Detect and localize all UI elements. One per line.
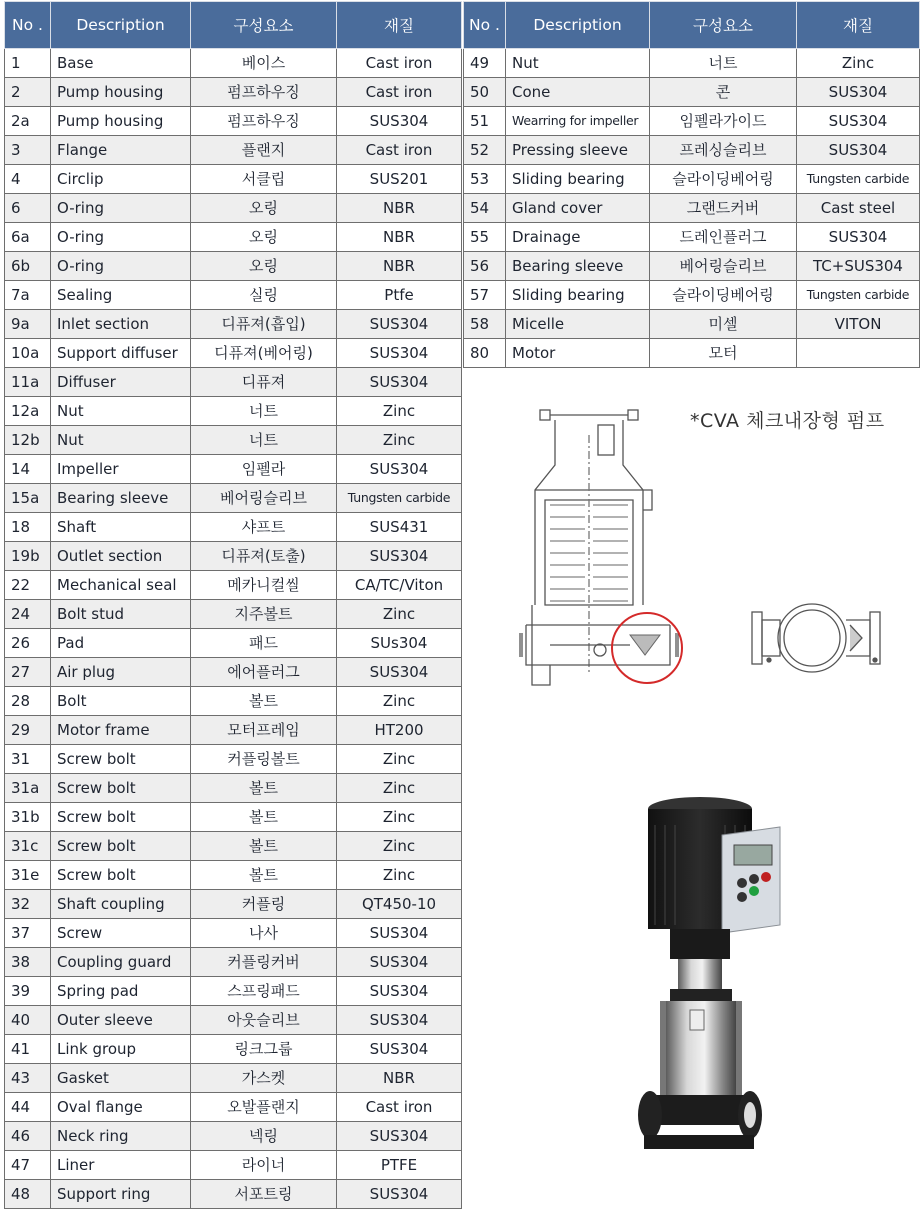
part-description: Drainage bbox=[506, 223, 650, 252]
part-description: Air plug bbox=[51, 658, 191, 687]
part-number: 15a bbox=[5, 484, 51, 513]
part-number: 18 bbox=[5, 513, 51, 542]
part-number: 56 bbox=[464, 252, 506, 281]
part-number: 57 bbox=[464, 281, 506, 310]
part-component-korean: 링크그룹 bbox=[191, 1035, 337, 1064]
part-material: Tungsten carbide bbox=[337, 484, 462, 513]
part-description: Screw bolt bbox=[51, 745, 191, 774]
part-component-korean: 볼트 bbox=[191, 687, 337, 716]
header-description: Description bbox=[51, 2, 191, 49]
part-material: SUS304 bbox=[337, 339, 462, 368]
part-material: Zinc bbox=[337, 774, 462, 803]
part-component-korean: 샤프트 bbox=[191, 513, 337, 542]
part-component-korean: 플랜지 bbox=[191, 136, 337, 165]
table-row bbox=[5, 78, 462, 107]
table-row bbox=[5, 107, 462, 136]
part-number: 28 bbox=[5, 687, 51, 716]
part-component-korean: 모터프레임 bbox=[191, 716, 337, 745]
part-number: 46 bbox=[5, 1122, 51, 1151]
part-material: SUS304 bbox=[337, 948, 462, 977]
table-row bbox=[5, 977, 462, 1006]
table-row bbox=[5, 368, 462, 397]
part-material: Zinc bbox=[337, 426, 462, 455]
table-row bbox=[464, 252, 920, 281]
part-description: Oval flange bbox=[51, 1093, 191, 1122]
table-row bbox=[5, 252, 462, 281]
part-component-korean: 모터 bbox=[650, 339, 797, 368]
part-number: 2a bbox=[5, 107, 51, 136]
part-material: Zinc bbox=[337, 745, 462, 774]
part-number: 48 bbox=[5, 1180, 51, 1209]
part-component-korean: 아웃슬리브 bbox=[191, 1006, 337, 1035]
header-component: 구성요소 bbox=[191, 2, 337, 49]
part-material: CA/TC/Viton bbox=[337, 571, 462, 600]
part-description: Sliding bearing bbox=[506, 165, 650, 194]
part-description: Bearing sleeve bbox=[506, 252, 650, 281]
part-number: 41 bbox=[5, 1035, 51, 1064]
part-component-korean: 커플링 bbox=[191, 890, 337, 919]
table-row bbox=[5, 1093, 462, 1122]
part-material: SUS304 bbox=[337, 542, 462, 571]
part-description: Flange bbox=[51, 136, 191, 165]
part-description: Motor frame bbox=[51, 716, 191, 745]
table-row bbox=[5, 600, 462, 629]
part-description: Mechanical seal bbox=[51, 571, 191, 600]
part-material: Cast iron bbox=[337, 78, 462, 107]
part-component-korean: 볼트 bbox=[191, 774, 337, 803]
table-row bbox=[5, 194, 462, 223]
table-row bbox=[5, 803, 462, 832]
header-material: 재질 bbox=[337, 2, 462, 49]
table-row bbox=[5, 513, 462, 542]
part-component-korean: 에어플러그 bbox=[191, 658, 337, 687]
table-row bbox=[5, 948, 462, 977]
part-number: 19b bbox=[5, 542, 51, 571]
part-material: SUS304 bbox=[337, 1122, 462, 1151]
part-material: Cast iron bbox=[337, 49, 462, 78]
pump-top-view-drawing bbox=[750, 590, 900, 685]
part-description: Pump housing bbox=[51, 107, 191, 136]
part-description: O-ring bbox=[51, 223, 191, 252]
table-row bbox=[5, 774, 462, 803]
part-description: Impeller bbox=[51, 455, 191, 484]
table-row bbox=[5, 629, 462, 658]
part-description: Sealing bbox=[51, 281, 191, 310]
part-material: PTFE bbox=[337, 1151, 462, 1180]
part-component-korean: 서포트링 bbox=[191, 1180, 337, 1209]
part-description: Pad bbox=[51, 629, 191, 658]
table-row bbox=[464, 281, 920, 310]
part-number: 29 bbox=[5, 716, 51, 745]
table-row bbox=[5, 1122, 462, 1151]
table-row bbox=[5, 397, 462, 426]
part-material: Zinc bbox=[337, 861, 462, 890]
part-component-korean: 스프링패드 bbox=[191, 977, 337, 1006]
part-description: Nut bbox=[51, 397, 191, 426]
table-row bbox=[5, 455, 462, 484]
table-row bbox=[5, 919, 462, 948]
part-number: 24 bbox=[5, 600, 51, 629]
part-component-korean: 디퓨져(흡입) bbox=[191, 310, 337, 339]
part-material: SUS304 bbox=[797, 136, 920, 165]
table-row bbox=[5, 339, 462, 368]
part-material: Zinc bbox=[337, 687, 462, 716]
part-number: 80 bbox=[464, 339, 506, 368]
part-description: Coupling guard bbox=[51, 948, 191, 977]
part-number: 58 bbox=[464, 310, 506, 339]
part-material: SUs304 bbox=[337, 629, 462, 658]
part-material: SUS304 bbox=[337, 310, 462, 339]
part-description: Base bbox=[51, 49, 191, 78]
part-material: HT200 bbox=[337, 716, 462, 745]
part-number: 50 bbox=[464, 78, 506, 107]
table-row bbox=[5, 832, 462, 861]
part-component-korean: 슬라이딩베어링 bbox=[650, 281, 797, 310]
part-component-korean: 실링 bbox=[191, 281, 337, 310]
part-description: Support ring bbox=[51, 1180, 191, 1209]
table-row bbox=[5, 687, 462, 716]
part-material: Ptfe bbox=[337, 281, 462, 310]
part-component-korean: 가스켓 bbox=[191, 1064, 337, 1093]
part-material: SUS304 bbox=[337, 368, 462, 397]
part-material: Tungsten carbide bbox=[797, 165, 920, 194]
part-material: SUS431 bbox=[337, 513, 462, 542]
part-component-korean: 볼트 bbox=[191, 803, 337, 832]
part-component-korean: 커플링볼트 bbox=[191, 745, 337, 774]
part-number: 53 bbox=[464, 165, 506, 194]
part-number: 54 bbox=[464, 194, 506, 223]
part-component-korean: 디퓨져 bbox=[191, 368, 337, 397]
part-description: Liner bbox=[51, 1151, 191, 1180]
part-number: 31 bbox=[5, 745, 51, 774]
part-number: 11a bbox=[5, 368, 51, 397]
part-component-korean: 메카니컬씰 bbox=[191, 571, 337, 600]
part-number: 6 bbox=[5, 194, 51, 223]
part-number: 38 bbox=[5, 948, 51, 977]
part-description: Screw bolt bbox=[51, 832, 191, 861]
part-description: Support diffuser bbox=[51, 339, 191, 368]
part-number: 55 bbox=[464, 223, 506, 252]
part-material: SUS304 bbox=[337, 1180, 462, 1209]
part-component-korean: 그랜드커버 bbox=[650, 194, 797, 223]
part-description: Outlet section bbox=[51, 542, 191, 571]
part-description: Nut bbox=[506, 49, 650, 78]
part-component-korean: 미셀 bbox=[650, 310, 797, 339]
table-row bbox=[5, 223, 462, 252]
part-description: Outer sleeve bbox=[51, 1006, 191, 1035]
parts-table-right bbox=[463, 1, 920, 368]
part-component-korean: 펌프하우징 bbox=[191, 78, 337, 107]
part-number: 44 bbox=[5, 1093, 51, 1122]
part-component-korean: 지주볼트 bbox=[191, 600, 337, 629]
part-number: 4 bbox=[5, 165, 51, 194]
part-description: Gland cover bbox=[506, 194, 650, 223]
part-material: SUS304 bbox=[337, 455, 462, 484]
part-component-korean: 임펠라 bbox=[191, 455, 337, 484]
part-component-korean: 슬라이딩베어링 bbox=[650, 165, 797, 194]
part-component-korean: 나사 bbox=[191, 919, 337, 948]
part-description: Sliding bearing bbox=[506, 281, 650, 310]
part-number: 31c bbox=[5, 832, 51, 861]
part-description: Screw bolt bbox=[51, 774, 191, 803]
part-component-korean: 펌프하우징 bbox=[191, 107, 337, 136]
part-material: SUS304 bbox=[337, 977, 462, 1006]
table-row bbox=[464, 165, 920, 194]
part-material: VITON bbox=[797, 310, 920, 339]
table-row bbox=[5, 310, 462, 339]
part-component-korean: 커플링커버 bbox=[191, 948, 337, 977]
part-description: Shaft coupling bbox=[51, 890, 191, 919]
header-no: No . bbox=[464, 2, 506, 49]
part-number: 37 bbox=[5, 919, 51, 948]
part-number: 12a bbox=[5, 397, 51, 426]
table-row bbox=[5, 861, 462, 890]
part-number: 22 bbox=[5, 571, 51, 600]
part-material: Zinc bbox=[337, 832, 462, 861]
part-material: SUS304 bbox=[337, 1035, 462, 1064]
part-component-korean: 오링 bbox=[191, 252, 337, 281]
part-description: Pressing sleeve bbox=[506, 136, 650, 165]
table-header-row bbox=[464, 2, 920, 49]
part-material: TC+SUS304 bbox=[797, 252, 920, 281]
part-material: SUS304 bbox=[337, 919, 462, 948]
part-material: SUS304 bbox=[797, 78, 920, 107]
table-row bbox=[5, 658, 462, 687]
part-component-korean: 넥링 bbox=[191, 1122, 337, 1151]
part-component-korean: 베어링슬리브 bbox=[191, 484, 337, 513]
table-row bbox=[464, 136, 920, 165]
part-number: 7a bbox=[5, 281, 51, 310]
part-component-korean: 패드 bbox=[191, 629, 337, 658]
table-row bbox=[464, 194, 920, 223]
part-material: Zinc bbox=[337, 600, 462, 629]
table-row bbox=[464, 223, 920, 252]
part-material: Zinc bbox=[337, 803, 462, 832]
table-row bbox=[5, 281, 462, 310]
table-row bbox=[464, 310, 920, 339]
part-material: NBR bbox=[337, 194, 462, 223]
table-row bbox=[464, 78, 920, 107]
part-component-korean: 임펠라가이드 bbox=[650, 107, 797, 136]
part-material: QT450-10 bbox=[337, 890, 462, 919]
part-material: Cast steel bbox=[797, 194, 920, 223]
header-no: No . bbox=[5, 2, 51, 49]
part-description: Neck ring bbox=[51, 1122, 191, 1151]
part-component-korean: 볼트 bbox=[191, 861, 337, 890]
part-material: Cast iron bbox=[337, 136, 462, 165]
table-row bbox=[464, 49, 920, 78]
part-material: SUS304 bbox=[337, 107, 462, 136]
table-row bbox=[5, 542, 462, 571]
part-description: Shaft bbox=[51, 513, 191, 542]
parts-table-left bbox=[4, 1, 462, 1209]
part-material: NBR bbox=[337, 1064, 462, 1093]
part-material: SUS304 bbox=[797, 223, 920, 252]
table-row bbox=[5, 484, 462, 513]
part-number: 6a bbox=[5, 223, 51, 252]
part-component-korean: 드레인플러그 bbox=[650, 223, 797, 252]
part-component-korean: 서클립 bbox=[191, 165, 337, 194]
part-number: 51 bbox=[464, 107, 506, 136]
header-description: Description bbox=[506, 2, 650, 49]
table-row bbox=[464, 107, 920, 136]
part-description: Pump housing bbox=[51, 78, 191, 107]
part-material: Zinc bbox=[337, 397, 462, 426]
part-component-korean: 너트 bbox=[650, 49, 797, 78]
part-number: 39 bbox=[5, 977, 51, 1006]
table-row bbox=[5, 1006, 462, 1035]
part-description: Spring pad bbox=[51, 977, 191, 1006]
part-number: 32 bbox=[5, 890, 51, 919]
part-material: NBR bbox=[337, 252, 462, 281]
table-row bbox=[5, 571, 462, 600]
part-number: 10a bbox=[5, 339, 51, 368]
pump-cross-section-drawing bbox=[510, 405, 690, 690]
part-material: SUS201 bbox=[337, 165, 462, 194]
part-component-korean: 너트 bbox=[191, 426, 337, 455]
part-description: Bolt stud bbox=[51, 600, 191, 629]
part-material: SUS304 bbox=[337, 1006, 462, 1035]
part-material bbox=[797, 339, 920, 368]
table-row bbox=[5, 1151, 462, 1180]
header-component: 구성요소 bbox=[650, 2, 797, 49]
table-row bbox=[5, 426, 462, 455]
table-row bbox=[5, 1180, 462, 1209]
table-row bbox=[5, 1035, 462, 1064]
part-number: 1 bbox=[5, 49, 51, 78]
part-material: Zinc bbox=[797, 49, 920, 78]
part-material: SUS304 bbox=[797, 107, 920, 136]
part-description: Motor bbox=[506, 339, 650, 368]
part-component-korean: 디퓨져(토출) bbox=[191, 542, 337, 571]
part-component-korean: 베어링슬리브 bbox=[650, 252, 797, 281]
part-component-korean: 라이너 bbox=[191, 1151, 337, 1180]
table-row bbox=[5, 890, 462, 919]
part-description: Micelle bbox=[506, 310, 650, 339]
part-component-korean: 오발플랜지 bbox=[191, 1093, 337, 1122]
part-description: Link group bbox=[51, 1035, 191, 1064]
part-number: 27 bbox=[5, 658, 51, 687]
part-description: Circlip bbox=[51, 165, 191, 194]
part-component-korean: 오링 bbox=[191, 223, 337, 252]
part-component-korean: 오링 bbox=[191, 194, 337, 223]
table-row bbox=[5, 716, 462, 745]
part-description: Gasket bbox=[51, 1064, 191, 1093]
part-description: Screw bolt bbox=[51, 861, 191, 890]
part-number: 6b bbox=[5, 252, 51, 281]
table-row bbox=[5, 1064, 462, 1093]
part-number: 3 bbox=[5, 136, 51, 165]
part-description: Cone bbox=[506, 78, 650, 107]
part-description: Nut bbox=[51, 426, 191, 455]
part-description: Screw bbox=[51, 919, 191, 948]
part-description: O-ring bbox=[51, 194, 191, 223]
part-description: Screw bolt bbox=[51, 803, 191, 832]
table-row bbox=[464, 339, 920, 368]
table-row bbox=[5, 745, 462, 774]
table-row bbox=[5, 49, 462, 78]
part-component-korean: 베이스 bbox=[191, 49, 337, 78]
part-number: 40 bbox=[5, 1006, 51, 1035]
part-material: SUS304 bbox=[337, 658, 462, 687]
part-description: O-ring bbox=[51, 252, 191, 281]
part-component-korean: 너트 bbox=[191, 397, 337, 426]
part-number: 2 bbox=[5, 78, 51, 107]
part-component-korean: 디퓨져(베어링) bbox=[191, 339, 337, 368]
part-description: Inlet section bbox=[51, 310, 191, 339]
part-number: 9a bbox=[5, 310, 51, 339]
part-material: Tungsten carbide bbox=[797, 281, 920, 310]
part-material: NBR bbox=[337, 223, 462, 252]
part-number: 12b bbox=[5, 426, 51, 455]
part-component-korean: 프레싱슬리브 bbox=[650, 136, 797, 165]
part-number: 31a bbox=[5, 774, 51, 803]
header-material: 재질 bbox=[797, 2, 920, 49]
part-component-korean: 콘 bbox=[650, 78, 797, 107]
part-description: Bolt bbox=[51, 687, 191, 716]
pump-product-image bbox=[630, 795, 810, 1165]
part-number: 31e bbox=[5, 861, 51, 890]
drawing-caption: *CVA 체크내장형 펌프 bbox=[690, 410, 885, 432]
part-number: 43 bbox=[5, 1064, 51, 1093]
table-header-row bbox=[5, 2, 462, 49]
part-number: 26 bbox=[5, 629, 51, 658]
table-row bbox=[5, 165, 462, 194]
part-number: 49 bbox=[464, 49, 506, 78]
part-description: Wearring for impeller bbox=[506, 107, 650, 136]
part-material: Cast iron bbox=[337, 1093, 462, 1122]
part-component-korean: 볼트 bbox=[191, 832, 337, 861]
part-number: 47 bbox=[5, 1151, 51, 1180]
part-number: 52 bbox=[464, 136, 506, 165]
part-number: 31b bbox=[5, 803, 51, 832]
part-number: 14 bbox=[5, 455, 51, 484]
part-description: Bearing sleeve bbox=[51, 484, 191, 513]
part-description: Diffuser bbox=[51, 368, 191, 397]
table-row bbox=[5, 136, 462, 165]
